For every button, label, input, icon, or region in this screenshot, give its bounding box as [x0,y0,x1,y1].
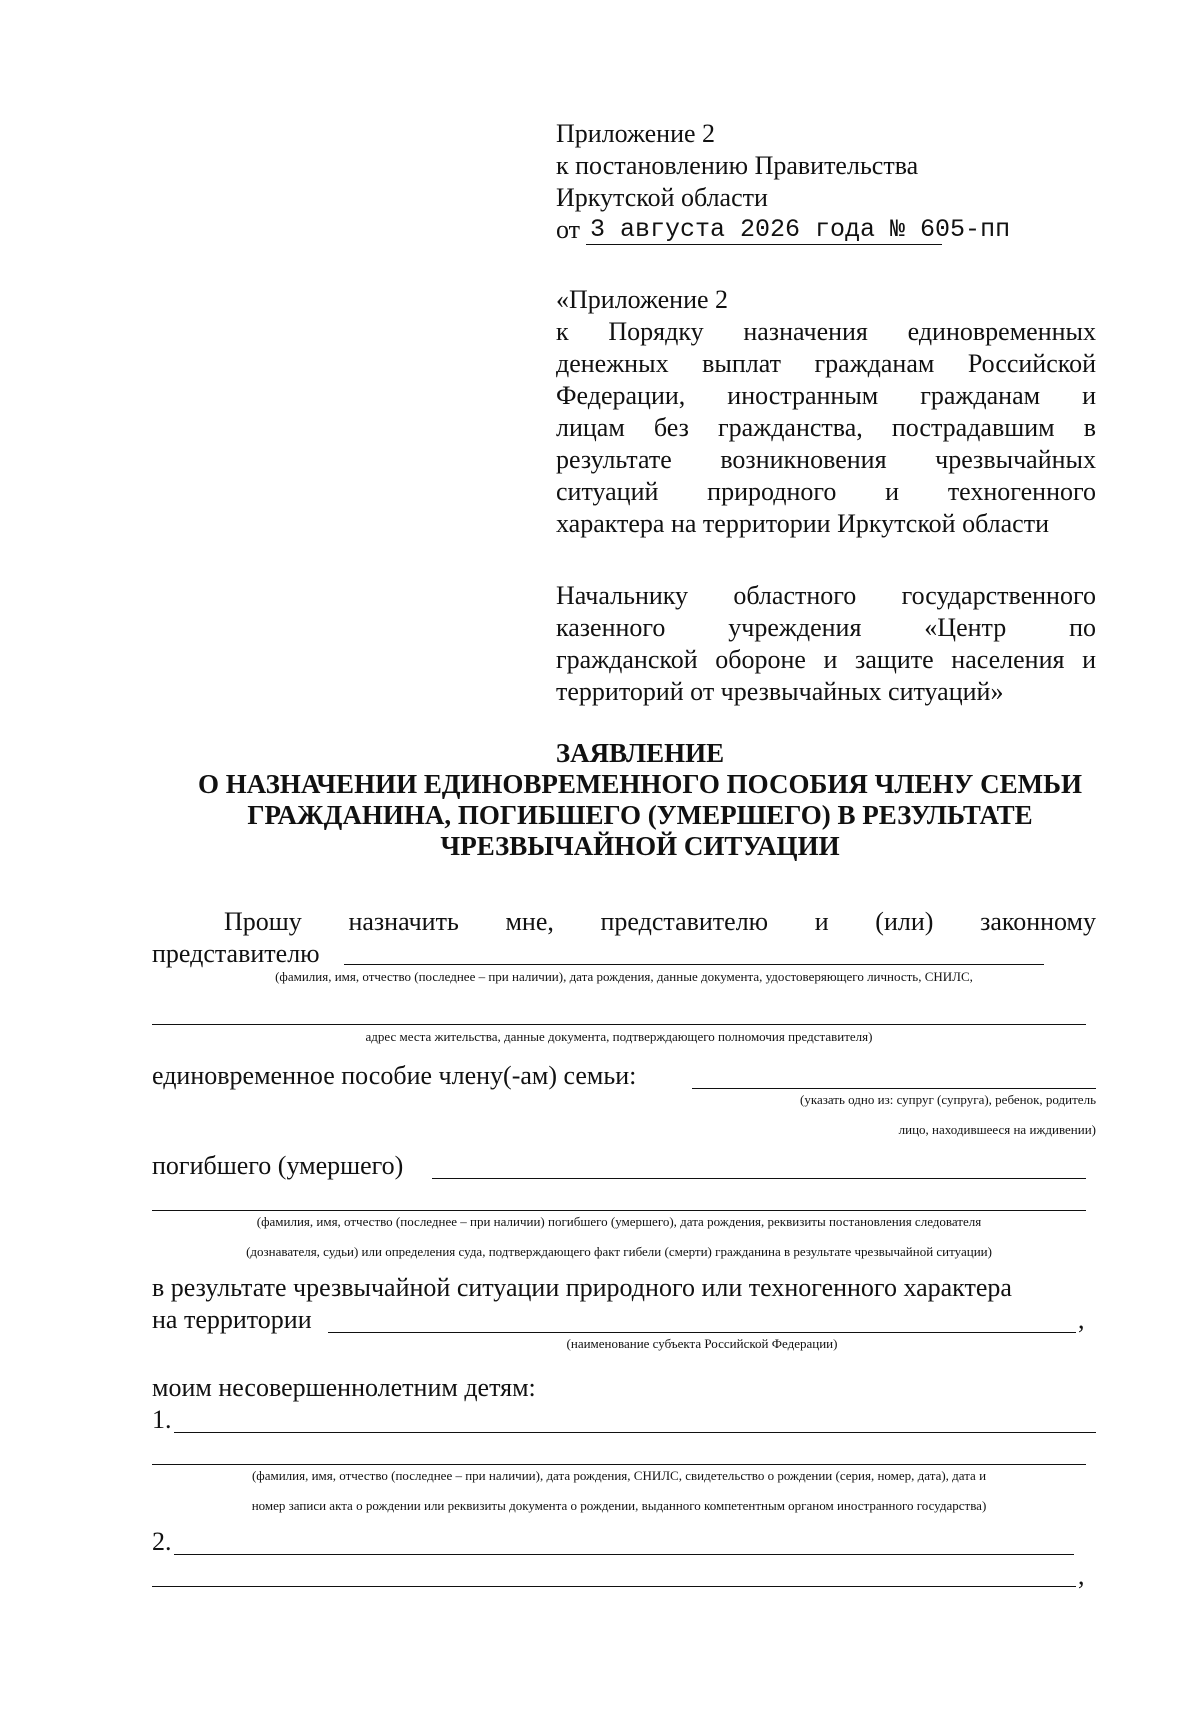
representative-field-line-2[interactable] [152,1024,1086,1025]
deceased-field-line[interactable] [432,1178,1086,1179]
appendix-line: к Порядку назначения единовременных [556,317,1096,346]
territory-hint: (наименование субъекта Российской Федерации) [566,1336,838,1351]
appendix-line: результате возникновения чрезвычайных [556,445,1096,474]
appendix-header-line1: Приложение 2 [556,119,716,148]
request-line: Прошу назначить мне, представителю и (или) законному [224,907,1096,936]
appendix-line: ситуаций природного и техногенного [556,477,1096,506]
child-1-field-line-2[interactable] [152,1464,1086,1465]
title-line3: ГРАЖДАНИНА, ПОГИБШЕГО (УМЕРШЕГО) В РЕЗУЛЬТАТЕ [247,800,1033,830]
child-2-field-line[interactable] [174,1554,1074,1555]
appendix-title: «Приложение 2 [556,285,729,314]
title-line4: ЧРЕЗВЫЧАЙНОЙ СИТУАЦИИ [440,831,840,861]
child-2-number: 2. [152,1527,172,1556]
date-underline [586,244,942,245]
family-hint-1: (указать одно из: супруг (супруга), ребенок, родитель [800,1092,1096,1107]
addressee-line: казенного учреждения «Центр по [556,613,1096,642]
appendix-header-line3: Иркутской области [556,183,768,212]
appendix-line: денежных выплат гражданам Российской [556,349,1096,378]
child-hint-2: номер записи акта о рождении или реквизиты документа о рождении, выданного компетентным органом иностранного государства) [251,1498,987,1513]
representative-field-line[interactable] [344,964,1044,965]
representative-label: представителю [152,939,320,968]
children-label: моим несовершеннолетним детям: [152,1373,536,1402]
appendix-line: лицам без гражданства, пострадавшим в [556,413,1096,442]
addressee-block [556,580,1096,708]
date-prefix: от [556,215,581,244]
title-line2: О НАЗНАЧЕНИИ ЕДИНОВРЕМЕННОГО ПОСОБИЯ ЧЛЕНУ СЕМЬИ [198,769,1082,799]
territory-label: на территории [152,1305,312,1334]
representative-hint-1: (фамилия, имя, отчество (последнее – при наличии), дата рождения, данные документа, удостоверяющего личность, СНИЛС, [275,969,973,984]
final-comma: , [1078,1561,1085,1590]
deceased-hint-2: (дознавателя, судьи) или определения суда, подтверждающего факт гибели (смерти) гражданина в результате чрезвычайной ситуации) [246,1244,992,1259]
benefit-label: единовременное пособие члену(-ам) семьи: [152,1061,637,1090]
addressee-line: гражданской обороне и защите населения и [556,645,1096,674]
family-hint-2: лицо, находившееся на иждивении) [898,1122,1096,1137]
child-1-number: 1. [152,1405,172,1434]
emergency-line: в результате чрезвычайной ситуации природного или техногенного характера [152,1273,1012,1302]
appendix-header-line2: к постановлению Правительства [556,151,919,180]
addressee-line-last: территорий от чрезвычайных ситуаций» [556,677,1004,706]
resolution-date-number: 3 августа 2026 года № 605-пп [590,215,1011,244]
deceased-hint-1: (фамилия, имя, отчество (последнее – при наличии) погибшего (умершего), дата рождения, реквизиты постановления следователя [256,1214,982,1229]
title-line1: ЗАЯВЛЕНИЕ [555,738,725,768]
appendix-line: Федерации, иностранным гражданам и [556,381,1096,410]
document-title [110,738,1170,862]
child-hint-1: (фамилия, имя, отчество (последнее – при наличии), дата рождения, СНИЛС, свидетельство о рождении (серия, номер, дата), дата и [251,1468,987,1483]
appendix-body [556,316,1096,540]
family-member-field-line[interactable] [692,1088,1096,1089]
territory-comma: , [1078,1305,1085,1334]
child-2-field-line-2[interactable] [152,1586,1076,1587]
deceased-label: погибшего (умершего) [152,1151,404,1180]
territory-field-line[interactable] [328,1332,1076,1333]
addressee-line: Начальнику областного государственного [556,581,1096,610]
child-1-field-line[interactable] [174,1432,1096,1433]
deceased-field-line-2[interactable] [152,1210,1086,1211]
representative-hint-2: адрес места жительства, данные документа, подтверждающего полномочия представителя) [365,1029,873,1044]
appendix-line-last: характера на территории Иркутской области [556,509,1049,538]
